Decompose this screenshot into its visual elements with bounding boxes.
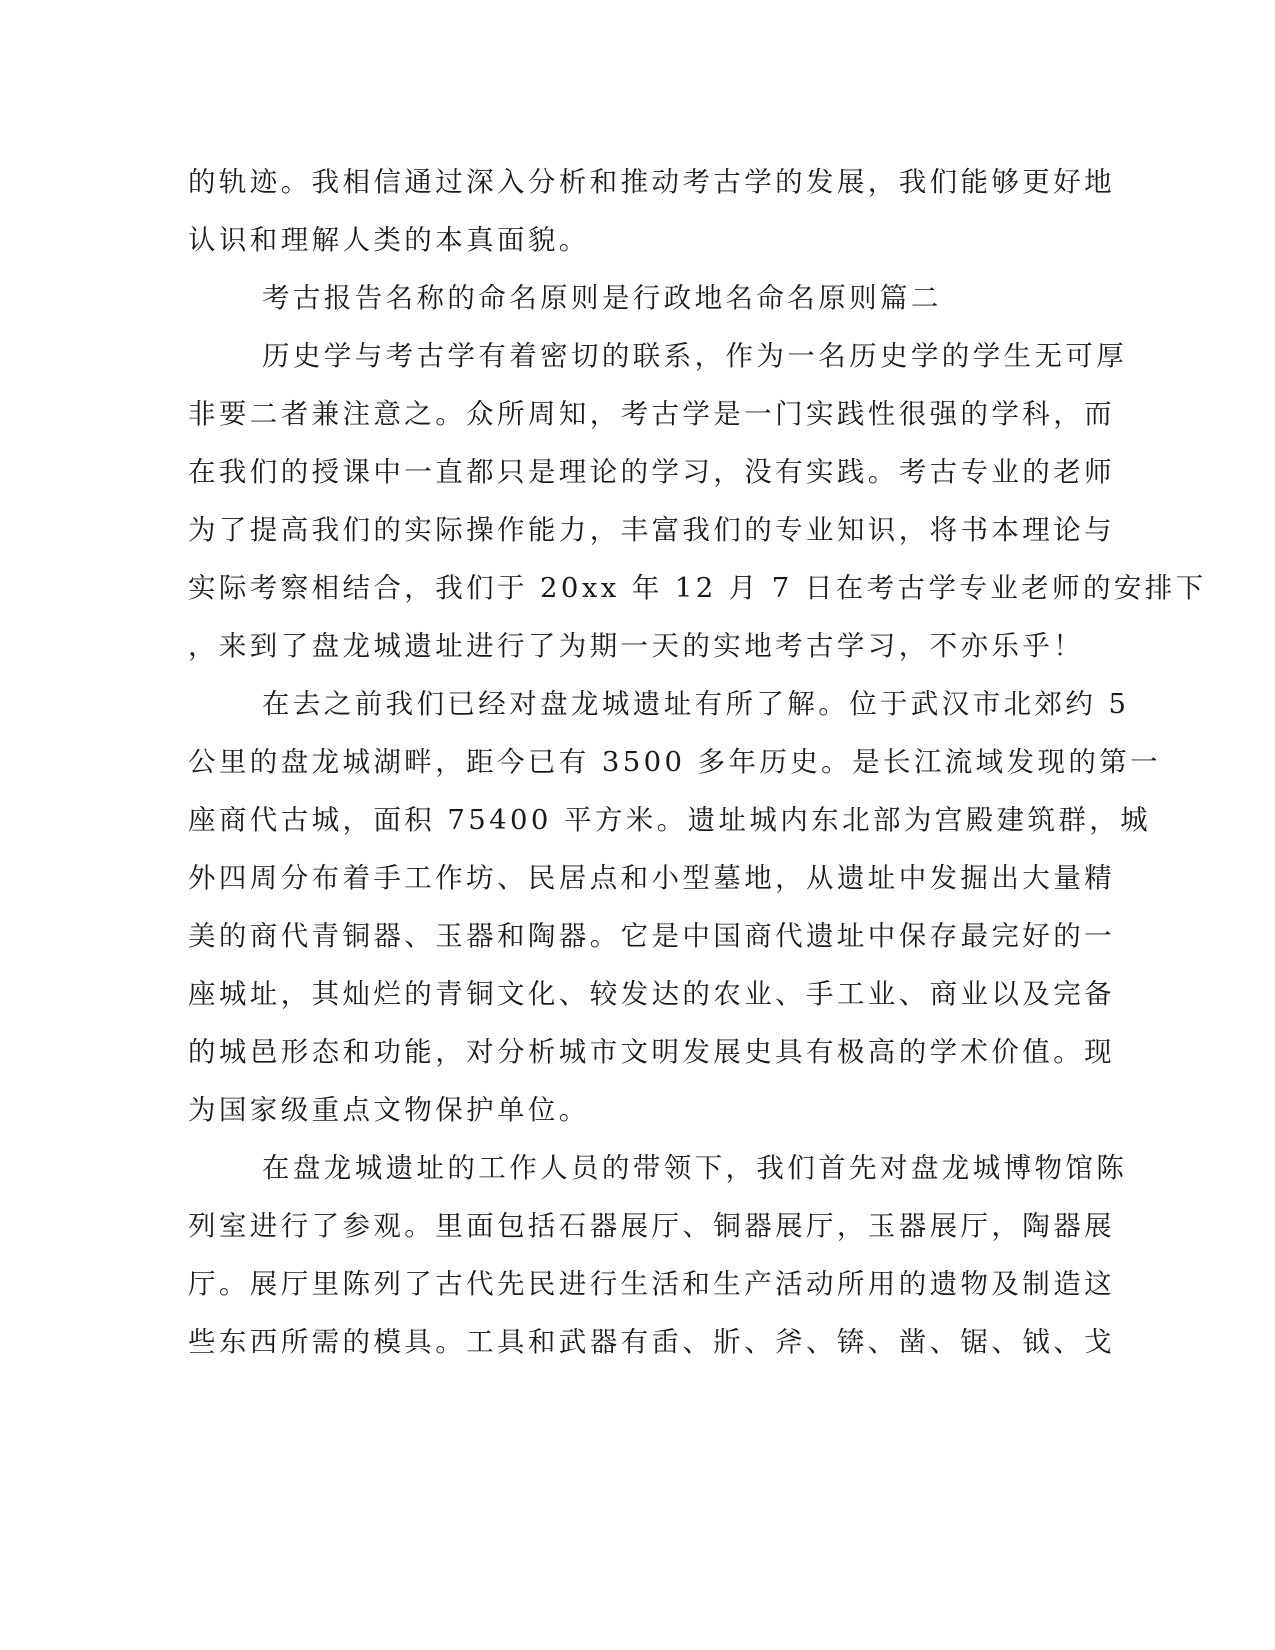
- text-line: 为国家级重点文物保护单位。: [188, 1094, 590, 1126]
- text-line: 为了提高我们的实际操作能力，丰富我们的专业知识，将书本理论与: [188, 514, 1115, 546]
- text-line: 外四周分布着手工作坊、民居点和小型墓地，从遗址中发掘出大量精: [188, 862, 1115, 894]
- text-line: 非要二者兼注意之。众所周知，考古学是一门实践性很强的学科，而: [188, 398, 1115, 430]
- text-line: 在盘龙城遗址的工作人员的带领下，我们首先对盘龙城博物馆陈: [262, 1152, 1128, 1184]
- text-line: 列室进行了参观。里面包括石器展厅、铜器展厅，玉器展厅，陶器展: [188, 1210, 1115, 1242]
- section-heading: 考古报告名称的命名原则是行政地名命名原则篇二: [262, 282, 942, 314]
- text-line: 的轨迹。我相信通过深入分析和推动考古学的发展，我们能够更好地: [188, 166, 1115, 198]
- text-line: 些东西所需的模具。工具和武器有臿、斨、斧、锛、凿、锯、钺、戈: [188, 1326, 1115, 1358]
- text-line: 座城址，其灿烂的青铜文化、较发达的农业、手工业、商业以及完备: [188, 978, 1115, 1010]
- text-line: 在去之前我们已经对盘龙城遗址有所了解。位于武汉市北郊约 5: [262, 688, 1130, 720]
- text-line: 认识和理解人类的本真面貌。: [188, 224, 590, 256]
- text-line: 在我们的授课中一直都只是理论的学习，没有实践。考古专业的老师: [188, 456, 1115, 488]
- text-line: 实际考察相结合，我们于 20xx 年 12 月 7 日在考古学专业老师的安排下: [188, 572, 1207, 604]
- text-line: 公里的盘龙城湖畔，距今已有 3500 多年历史。是长江流域发现的第一: [188, 746, 1162, 778]
- text-line: 历史学与考古学有着密切的联系，作为一名历史学的学生无可厚: [262, 340, 1128, 372]
- text-line: 座商代古城，面积 75400 平方米。遗址城内东北部为宫殿建筑群，城: [188, 804, 1152, 836]
- text-line: 厅。展厅里陈列了古代先民进行生活和生产活动所用的遗物及制造这: [188, 1268, 1115, 1300]
- text-line: ，来到了盘龙城遗址进行了为期一天的实地考古学习，不亦乐乎！: [188, 630, 1085, 662]
- text-line: 美的商代青铜器、玉器和陶器。它是中国商代遗址中保存最完好的一: [188, 920, 1115, 952]
- text-line: 的城邑形态和功能，对分析城市文明发展史具有极高的学术价值。现: [188, 1036, 1115, 1068]
